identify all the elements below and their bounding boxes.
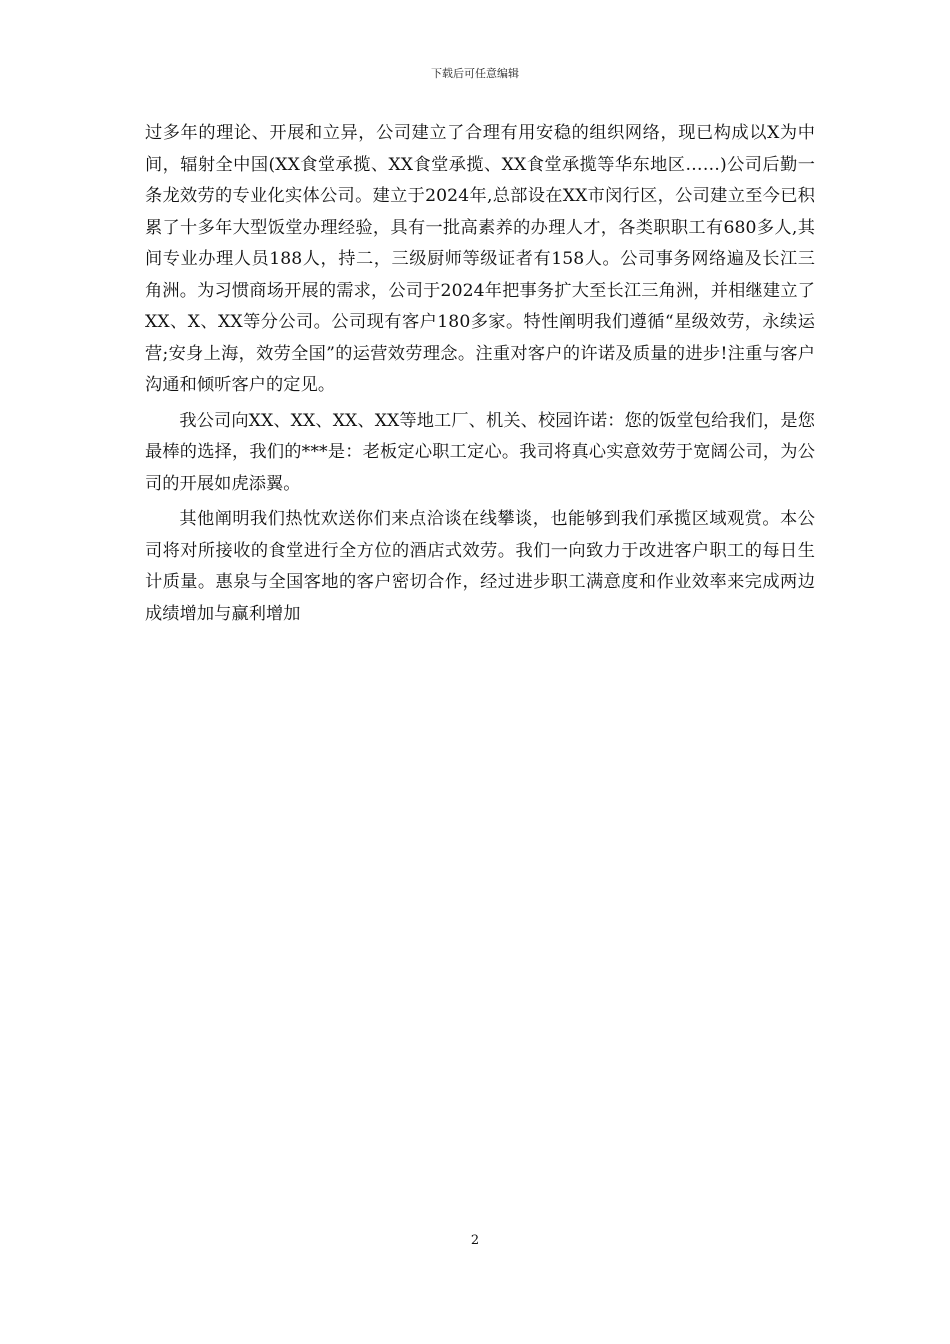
page-number: 2 — [470, 1233, 480, 1248]
paragraph-other-notes: 其他阐明我们热忱欢送你们来点洽谈在线攀谈，也能够到我们承揽区域观赏。本公司将对所接收的食堂进行全方位的酒店式效劳。我们一向致力于改进客户职工的每日生计质量。惠泉与全国客地的客户密切合作，经过进步职工满意度和作业效率来完成两边成绩增加与赢利增加 — [145, 509, 815, 624]
page-header: 下载后可任意编辑 — [431, 67, 519, 80]
paragraph-company-overview: 过多年的理论、开展和立异，公司建立了合理有用安稳的组织网络，现已构成以X为中间，辐射全中国(XX食堂承揽、XX食堂承揽、XX食堂承揽等华东地区……)公司后勤一条龙效劳的专业化实体公司。建立于2024年,总部设在XX市闵行区，公司建立至今已积累了十多年大型饭堂办理经验，具有一批高素养的办理人才，各类职职工有680多人,其间专业办理人员188人，持二，三级厨师等级证者有158人。公司事务网络遍及长江三角洲。为习惯商场开展的需求，公司于2024年把事务扩大至长江三角洲，并相继建立了XX、X、XX等分公司。公司现有客户180多家。特性阐明我们遵循“星级效劳，永续运营;安身上海，效劳全国”的运营效劳理念。注重对客户的许诺及质量的进步!注重与客户沟通和倾听客户的定见。 — [145, 123, 815, 395]
document-body — [145, 118, 815, 634]
paragraph-commitment: 我公司向XX、XX、XX、XX等地工厂、机关、校园许诺：您的饭堂包给我们，是您最棒的选择，我们的***是：老板定心职工定心。我司将真心实意效劳于宽阔公司，为公司的开展如虎添翼。 — [145, 410, 815, 494]
